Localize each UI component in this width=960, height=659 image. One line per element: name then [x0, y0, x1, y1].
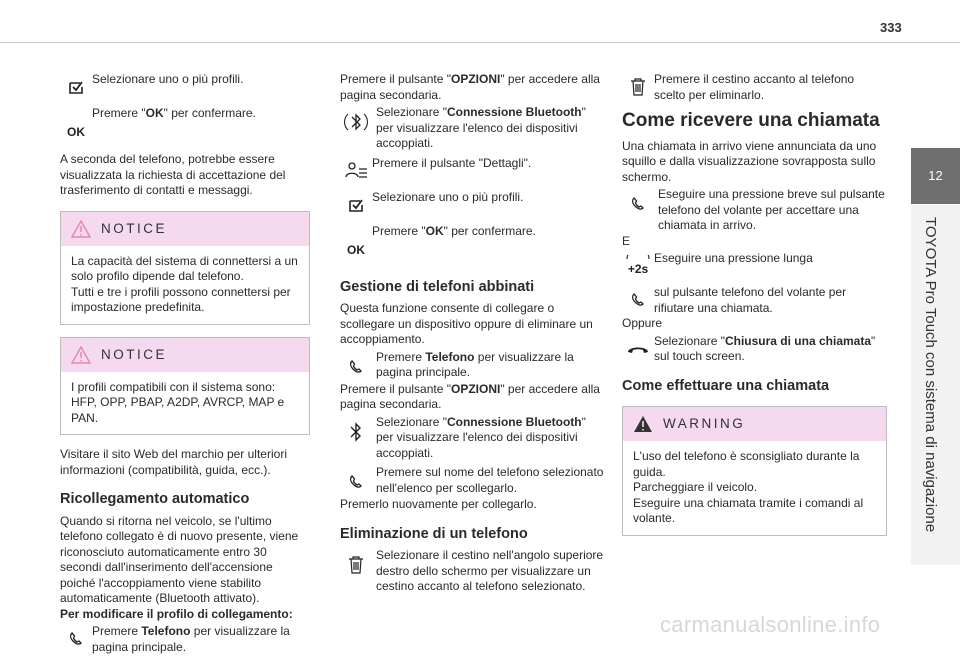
paragraph-receive-call: Una chiamata in arrivo viene annunciata da uno squillo e dalla visualizzazione sovrapposta sullo schermo.: [622, 138, 877, 184]
chapter-sidebar: [911, 205, 960, 565]
or-text: Oppure: [622, 316, 663, 330]
column-1: [60, 72, 310, 659]
step-select-profiles: Selezionare uno o più profili.: [60, 72, 310, 102]
step-press-ok: OK Premere "OK" per confermare.: [340, 224, 606, 266]
checkbox-check-icon: [60, 72, 92, 102]
trash-icon: [340, 550, 372, 580]
notice-box-2: NOTICE I profili compatibili con il sistema sono: HFP, OPP, PBAP, A2DP, AVRCP, MAP e PAN.: [60, 337, 310, 436]
ok-icon: OK: [67, 125, 85, 140]
warning-box: WARNING L'uso del telefono è sconsigliato durante la guida. Parcheggiare il veicolo. Eseguire una chiamata tramite i comandi al volante.: [622, 406, 887, 536]
top-divider: [0, 42, 960, 43]
and-text: E: [622, 233, 631, 248]
step-press-options: Premere il pulsante "OPZIONI" per accedere alla pagina secondaria.: [340, 72, 600, 102]
step-press-details: Premere il pulsante "Dettagli".: [340, 156, 606, 186]
press-again-text: Premerlo nuovamente per collegarlo.: [340, 497, 537, 511]
paragraph-paired-phones: Questa funzione consente di collegare o scollegare un dispositivo oppure di eliminare un accoppiamento.: [340, 301, 593, 346]
trash-icon: [622, 72, 654, 102]
warning-triangle-icon: [633, 415, 653, 433]
handset-icon: [622, 285, 654, 315]
notice-label: NOTICE: [101, 346, 168, 362]
heading-paired-phones: Gestione di telefoni abbinati: [340, 278, 535, 295]
step-press-trash: Premere il cestino accanto al telefono scelto per eliminarlo.: [622, 72, 887, 103]
step-reject: sul pulsante telefono del volante per rifiutare una chiamata.: [622, 285, 887, 316]
heading-auto-reconnect: Ricollegamento automatico: [60, 491, 250, 507]
handset-icon: [622, 189, 654, 219]
column-2: [340, 72, 606, 599]
handset-icon: [60, 624, 92, 654]
step-press-options-2: Premere il pulsante "OPZIONI" per accedere alla pagina secondaria.: [340, 381, 600, 411]
handset-icon: [340, 352, 372, 382]
paragraph-website: Visitare il sito Web del marchio per ulteriori informazioni (compatibilità, guida, ecc.).: [60, 447, 287, 477]
step-select-trash: Selezionare il cestino nell'angolo superiore destro dello schermo per visualizzare un cestino accanto al telefono selezionato.: [340, 548, 606, 595]
step-select-profiles: Selezionare uno o più profili.: [340, 190, 606, 220]
heading-delete-phone: Eliminazione di un telefono: [340, 525, 528, 542]
chapter-tab: 12: [911, 148, 960, 204]
bluetooth-connection-icon: [340, 107, 372, 137]
ok-icon: OK: [347, 242, 365, 257]
step-press-phone: Premere Telefono per visualizzare la pagina principale.: [60, 624, 310, 655]
warning-label: WARNING: [663, 416, 746, 432]
checkbox-check-icon: [340, 190, 372, 220]
warning-triangle-icon: [71, 346, 91, 364]
step-press-ok: OK Premere "OK" per confermare.: [60, 106, 310, 148]
long-press-2s-icon: [622, 251, 654, 281]
handset-icon: [340, 467, 372, 497]
hang-up-icon: [622, 334, 654, 364]
step-press-name: Premere sul nome del telefono selezionato nell'elenco per scollegarlo.: [340, 465, 606, 497]
step-select-bluetooth: Selezionare "Connessione Bluetooth" per visualizzare l'elenco dei dispositivi accoppiati.: [340, 105, 606, 152]
page-number: 333: [880, 20, 902, 35]
column-3: [622, 72, 887, 548]
svg-text:+2s: +2s: [627, 262, 649, 276]
step-long-press: +2s Eseguire una pressione lunga: [622, 251, 887, 281]
heading-make-call: Come effettuare una chiamata: [622, 377, 830, 394]
modify-profile-label: Per modificare il profilo di collegamento:: [60, 606, 293, 621]
notice-box-1: NOTICE La capacità del sistema di connettersi a un solo profilo dipende dal telefono. Tutti e tre i profili possono connettersi per impostazione predefinita.: [60, 211, 310, 325]
paragraph-phone-request: A seconda del telefono, potrebbe essere visualizzata la richiesta di accettazione del trasferimento di contatti e messaggi.: [60, 152, 286, 197]
warning-triangle-icon: [71, 220, 91, 238]
step-short-press: Eseguire una pressione breve sul pulsante telefono del volante per accettare una chiamata in arrivo.: [622, 187, 887, 234]
details-list-icon: [340, 156, 372, 186]
step-press-phone: Premere Telefono per visualizzare la pagina principale.: [340, 350, 606, 382]
step-hang-up: Selezionare "Chiusura di una chiamata" sul touch screen.: [622, 334, 887, 365]
paragraph-auto-reconnect: Quando si ritorna nel veicolo, se l'ultimo telefono collegato è di nuovo presente, viene riconosciuto automaticamente entro 30 secondi dall'inserimento dell'accensione poiché l'accoppiamento viene stabilito automaticamente (Bluetooth attivato).: [60, 513, 299, 605]
bluetooth-icon: [340, 417, 372, 447]
heading-receive-call: Come ricevere una chiamata: [622, 110, 880, 131]
step-select-bluetooth-2: Selezionare "Connessione Bluetooth" per visualizzare l'elenco dei dispositivi accoppiati.: [340, 415, 606, 462]
watermark: carmanualsonline.info: [660, 612, 881, 637]
chapter-title: TOYOTA Pro Touch con sistema di navigazione: [922, 217, 939, 533]
notice-label: NOTICE: [101, 220, 168, 236]
